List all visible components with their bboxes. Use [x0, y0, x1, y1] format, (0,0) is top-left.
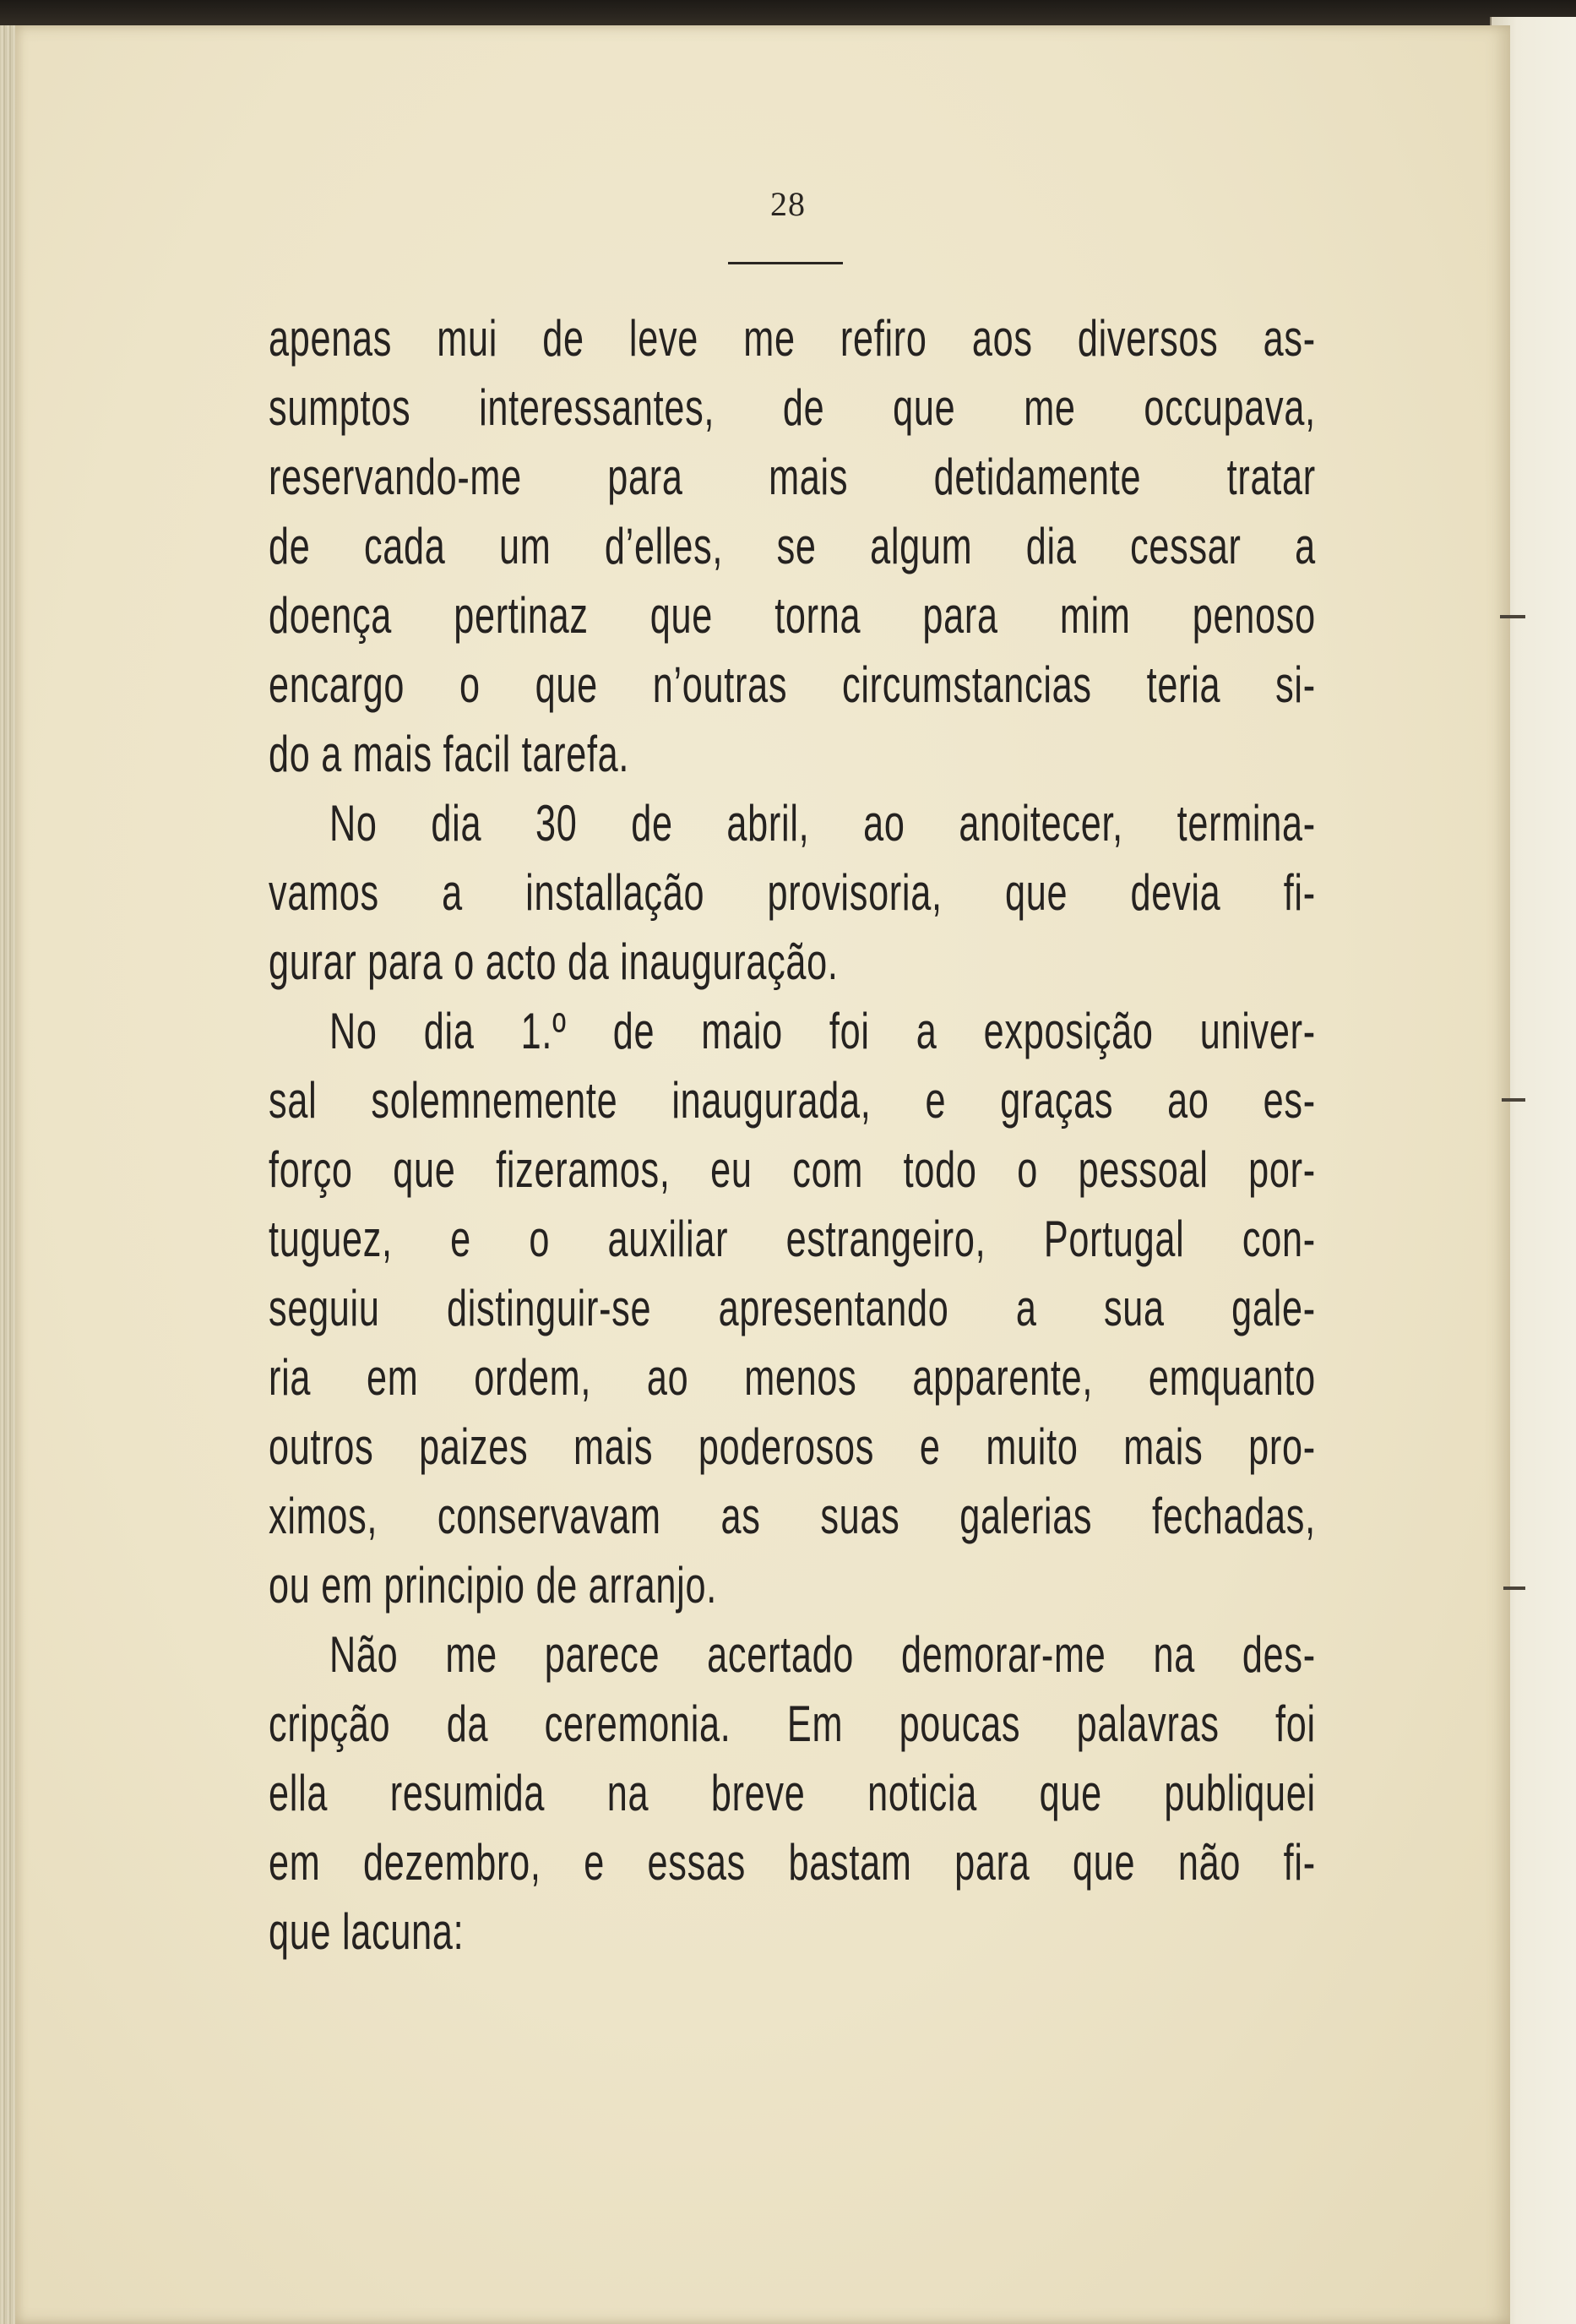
- text-line: reservando-me para mais detidamente tratar: [269, 449, 1316, 505]
- binding-mark: [1503, 1587, 1525, 1590]
- text-line: que lacuna:: [269, 1903, 465, 1960]
- text-line: doença pertinaz que torna para mim penoso: [269, 587, 1316, 644]
- text-line: em dezembro, e essas bastam para que não fi-: [269, 1834, 1316, 1891]
- text-line: apenas mui de leve me refiro aos diversos as-: [269, 310, 1316, 367]
- page-number: 28: [770, 185, 806, 223]
- text-line: ella resumida na breve noticia que publiquei: [269, 1765, 1316, 1821]
- binding-mark: [1500, 615, 1525, 618]
- binding-mark: [1502, 1098, 1525, 1102]
- text-line: ou em principio de arranjo.: [269, 1557, 717, 1614]
- text-line: ximos, conservavam as suas galerias fechadas,: [269, 1488, 1316, 1544]
- text-line: forço que fizeramos, eu com todo o pessoal por-: [269, 1141, 1316, 1198]
- text-line: sal solemnemente inaugurada, e graças ao es-: [269, 1072, 1316, 1129]
- text-line: seguiu distinguir-se apresentando a sua gale-: [269, 1280, 1316, 1336]
- text-line: ria em ordem, ao menos apparente, emquanto: [269, 1349, 1316, 1406]
- text-line: No dia 1.º de maio foi a exposição univer-: [329, 1003, 1316, 1059]
- text-line: vamos a installação provisoria, que devia fi-: [269, 864, 1316, 921]
- text-line: Não me parece acertado demorar-me na des-: [329, 1626, 1316, 1683]
- header-rule: [728, 262, 843, 264]
- text-line: gurar para o acto da inauguração.: [269, 933, 839, 990]
- text-line: encargo o que n’outras circumstancias teria si-: [269, 656, 1316, 713]
- text-line: de cada um d’elles, se algum dia cessar a: [269, 518, 1316, 574]
- text-line: cripção da ceremonia. Em poucas palavras foi: [269, 1695, 1316, 1752]
- text-line: outros paizes mais poderosos e muito mais pro-: [269, 1418, 1316, 1475]
- text-line: do a mais facil tarefa.: [269, 726, 630, 782]
- body-text: [269, 304, 1316, 1967]
- text-line: sumptos interessantes, de que me occupava,: [269, 379, 1316, 436]
- text-line: No dia 30 de abril, ao anoitecer, termina-: [329, 795, 1316, 852]
- text-line: tuguez, e o auxiliar estrangeiro, Portugal con-: [269, 1211, 1316, 1267]
